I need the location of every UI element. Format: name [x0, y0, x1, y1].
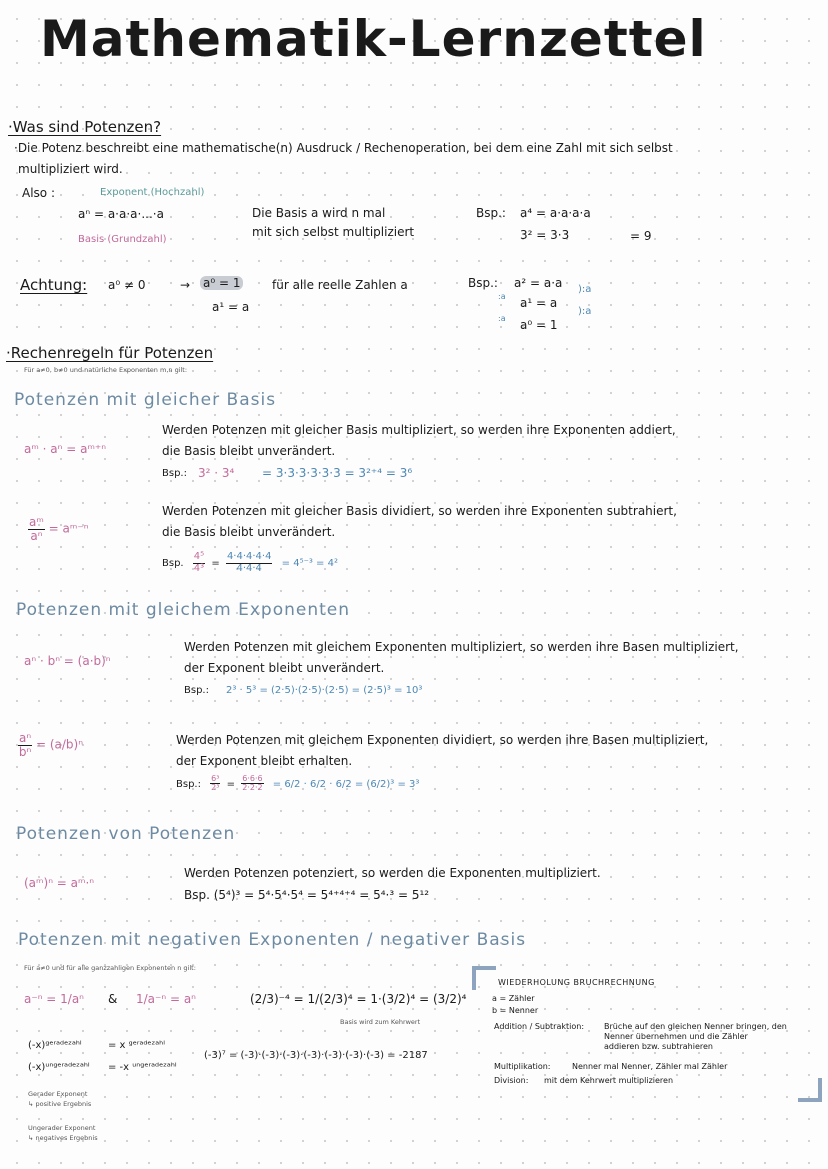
- rule-div-den: aⁿ: [30, 528, 43, 543]
- rule-mult-same-base-text-1: Werden Potenzen mit gleicher Basis multipliziert, so werden ihre Exponenten addiert,: [162, 423, 676, 437]
- power-of-power-formula: (aᵐ)ⁿ = aᵐ·ⁿ: [24, 876, 95, 890]
- rule-mult-same-exp-text-1: Werden Potenzen mit gleichem Exponenten multipliziert, so werden ihre Basen multipliziert,: [184, 640, 739, 654]
- negative-exp-formula-1: a⁻ⁿ = 1/aⁿ: [24, 992, 84, 1006]
- definition-line-1: ·Die Potenz beschreibt eine mathematische(n) Ausdruck / Rechenoperation, bei dem eine Zahl mit sich selbst: [14, 141, 673, 155]
- bsp-label-2: Bsp.:: [468, 276, 498, 290]
- section-heading-rechenregeln: ·Rechenregeln für Potenzen: [6, 344, 214, 362]
- rule-div-exp-bsp-mid-num: 6·6·6: [242, 774, 263, 783]
- rule-div-bsp-mid-num: 4·4·4·4·4: [226, 551, 272, 562]
- bsp-3squared: 3² = 3·3: [520, 228, 570, 242]
- power-of-power-bsp: Bsp. (5⁴)³ = 5⁴·5⁴·5⁴ = 5⁴⁺⁴⁺⁴ = 5⁴·³ = 5¹²: [184, 888, 430, 902]
- negative-exp-formula-2: 1/a⁻ⁿ = aⁿ: [136, 992, 196, 1006]
- basis-explain-1: Die Basis a wird n mal: [252, 206, 386, 220]
- bsp-result-9: = 9: [630, 229, 652, 243]
- div-a-right-1: ):a: [578, 284, 592, 295]
- bruchrechnung-heading: WIEDERHOLUNG BRUCHRECHNUNG: [498, 978, 655, 987]
- power-of-power-text: Werden Potenzen potenziert, so werden die Exponenten multipliziert.: [184, 866, 601, 880]
- addition-text-2: Nenner übernehmen und die Zähler: [604, 1032, 748, 1041]
- rule-div-bsp-label: Bsp.: [162, 558, 184, 569]
- arrow-right: →: [180, 278, 191, 292]
- negative-exp-condition: Für a≠0 und für alle ganzzahligen Exponenten n gilt:: [24, 964, 196, 972]
- rule-div-bsp-rhs: = 4⁵⁻³ = 4²: [281, 558, 338, 569]
- rule-div-same-exp-bsp: Bsp.: $\frac{\text{6³}}{\text{2³}}$ = $\frac{6\cdot 6\cdot 6}{2\cdot 2\cdot 2}$ = 6/2 · 6/2 · 6/2 = (6/2)³ = 3³: [176, 774, 420, 793]
- neg-base-odd-lhs: (-x)ᵘⁿᵍᵉʳᵃᵈᵉᶻᵃʰˡ: [28, 1062, 90, 1073]
- rule-div-exp-bsp-num: 6³: [211, 774, 220, 783]
- rule-div-exp-rhs: = (a/b)ⁿ: [35, 737, 83, 752]
- achtung-formula: a⁰ ≠ 0: [108, 278, 146, 292]
- rule-div-exp-den: bⁿ: [18, 744, 32, 759]
- heading-gleiche-basis: Potenzen mit gleicher Basis: [14, 390, 277, 410]
- rule-div-same-exp-text-1: Werden Potenzen mit gleichem Exponenten dividiert, so werden ihre Basen multipliziert,: [176, 733, 709, 747]
- addition-text-1: Brüche auf den gleichen Nenner bringen, den: [604, 1022, 787, 1031]
- division-text: mit dem Kehrwert multiplizieren: [544, 1076, 674, 1085]
- rule-div-same-base-formula: [28, 516, 89, 542]
- rule-div-same-exp-text-2: der Exponent bleibt erhalten.: [176, 754, 353, 768]
- kehrwert-note: Basis wird zum Kehrwert: [340, 1018, 421, 1026]
- rechenregeln-condition: Für a≠0, b≠0 und natürliche Exponenten m,n gilt:: [24, 366, 188, 374]
- rule-div-exp-bsp-rhs: = 6/2 · 6/2 · 6/2 = (6/2)³ = 3³: [272, 778, 420, 790]
- rule-div-bsp-num: 4⁵: [193, 551, 205, 562]
- multiplikation-label: Multiplikation:: [494, 1062, 551, 1071]
- rule-div-same-base-text-2: die Basis bleibt unverändert.: [162, 525, 336, 539]
- neg-base-odd-rhs: = -x ᵘⁿᵍᵉʳᵃᵈᵉᶻᵃʰˡ: [108, 1062, 177, 1073]
- rule-div-exp-bsp-label: Bsp.:: [176, 778, 201, 790]
- rule-mult-same-base-bsp-label: Bsp.:: [162, 468, 187, 479]
- basis-explain-2: mit sich selbst multipliziert: [252, 225, 415, 239]
- gerade-note-2: ↳ positive Ergebnis: [28, 1100, 92, 1108]
- gerade-note-1: Gerader Exponent: [28, 1090, 88, 1098]
- rule-div-same-base-text-1: Werden Potenzen mit gleicher Basis dividiert, so werden ihre Exponenten subtrahiert,: [162, 504, 677, 518]
- exponent-label: Exponent (Hochzahl): [100, 187, 205, 198]
- power-formula: aⁿ = a·a·a·...·a: [78, 207, 164, 221]
- negative-exp-example: (2/3)⁻⁴ = 1/(2/3)⁴ = 1·(3/2)⁴ = (3/2)⁴: [250, 992, 467, 1006]
- ungerade-note-2: ↳ negatives Ergebnis: [28, 1134, 98, 1142]
- div-a-left-1: :a: [498, 292, 506, 301]
- achtung-label: Achtung:: [20, 276, 88, 294]
- heading-gleiche-exponenten: Potenzen mit gleichem Exponenten: [16, 600, 350, 620]
- ungerade-note-1: Ungerader Exponent: [28, 1124, 96, 1132]
- zaehler-note: a = Zähler: [492, 994, 535, 1003]
- rule-div-same-base-bsp: Bsp. $\frac{\text{4⁵}}{\text{4³}}$ = $\frac{4\cdot 4\cdot 4\cdot 4\cdot 4}{4\cdot 4\cdot 4}$ = 4⁵⁻³ = 4²: [162, 551, 338, 574]
- fuer-alle-reelle: für alle reelle Zahlen a: [272, 278, 408, 292]
- bsp2-a1: a¹ = a: [520, 296, 558, 310]
- rule-div-num: aᵐ: [29, 515, 44, 529]
- rule-mult-same-base-formula: aᵐ · aⁿ = aᵐ⁺ⁿ: [24, 442, 107, 456]
- rule-mult-same-base-bsp-b: = 3·3·3·3·3·3 = 3²⁺⁴ = 3⁶: [262, 466, 413, 480]
- rule-div-exp-bsp-mid-den: 2·2·2: [242, 783, 263, 793]
- addition-text-3: addieren bzw. subtrahieren: [604, 1042, 713, 1051]
- heading-potenzen-von-potenzen: Potenzen von Potenzen: [16, 824, 236, 844]
- rule-div-rhs: = aᵐ⁻ⁿ: [48, 521, 89, 536]
- box-bracket-top-left: [472, 966, 496, 990]
- rule-div-exp-bsp-den: 2³: [211, 783, 220, 793]
- rule-mult-same-exp-bsp-label: Bsp.:: [184, 685, 209, 696]
- section-heading-was-sind-potenzen: ·Was sind Potenzen?: [8, 118, 162, 136]
- page-title: Mathematik-Lernzettel: [40, 10, 707, 68]
- ampersand: &: [108, 992, 118, 1006]
- rule-div-same-exp-formula: [18, 732, 83, 758]
- bsp-a4: a⁴ = a·a·a·a: [520, 206, 591, 220]
- definition-line-2: multipliziert wird.: [18, 162, 123, 176]
- rule-div-bsp-den: 4³: [193, 562, 205, 574]
- rule-mult-same-base-bsp-a: 3² · 3⁴: [198, 466, 235, 480]
- a1-equals-a: a¹ = a: [212, 300, 250, 314]
- box-bracket-bottom-right: [798, 1078, 822, 1102]
- rule-mult-same-base-text-2: die Basis bleibt unverändert.: [162, 444, 336, 458]
- bsp2-a2: a² = a·a: [514, 276, 563, 290]
- a0-equals-1: a⁰ = 1: [200, 276, 243, 290]
- neg-base-even-lhs: (-x)ᵍᵉʳᵃᵈᵉᶻᵃʰˡ: [28, 1040, 82, 1051]
- bsp-label-1: Bsp.:: [476, 206, 506, 220]
- div-a-left-2: :a: [498, 314, 506, 323]
- rule-div-bsp-mid-den: 4·4·4: [236, 562, 262, 574]
- bsp2-a0: a⁰ = 1: [520, 318, 558, 332]
- neg-base-even-rhs: = x ᵍᵉʳᵃᵈᵉᶻᵃʰˡ: [108, 1040, 165, 1051]
- rule-div-exp-num: aⁿ: [19, 731, 32, 745]
- rule-mult-same-exp-formula: aⁿ · bⁿ = (a·b)ⁿ: [24, 654, 111, 668]
- basis-label: Basis (Grundzahl): [78, 234, 167, 245]
- div-a-right-2: ):a: [578, 306, 592, 317]
- nenner-note: b = Nenner: [492, 1006, 539, 1015]
- multiplikation-text: Nenner mal Nenner, Zähler mal Zähler: [572, 1062, 728, 1071]
- addition-label: Addition / Subtraktion:: [494, 1022, 585, 1031]
- rule-mult-same-exp-bsp: 2³ · 5³ = (2·5)·(2·5)·(2·5) = (2·5)³ = 10³: [226, 685, 423, 696]
- rule-mult-same-exp-text-2: der Exponent bleibt unverändert.: [184, 661, 385, 675]
- heading-negative-exponenten: Potenzen mit negativen Exponenten / negativer Basis: [18, 930, 527, 950]
- division-label: Division:: [494, 1076, 529, 1085]
- neg-base-example: (-3)⁷ = (-3)·(-3)·(-3)·(-3)·(-3)·(-3)·(-3) = -2187: [204, 1050, 428, 1061]
- also-label: Also :: [22, 186, 55, 200]
